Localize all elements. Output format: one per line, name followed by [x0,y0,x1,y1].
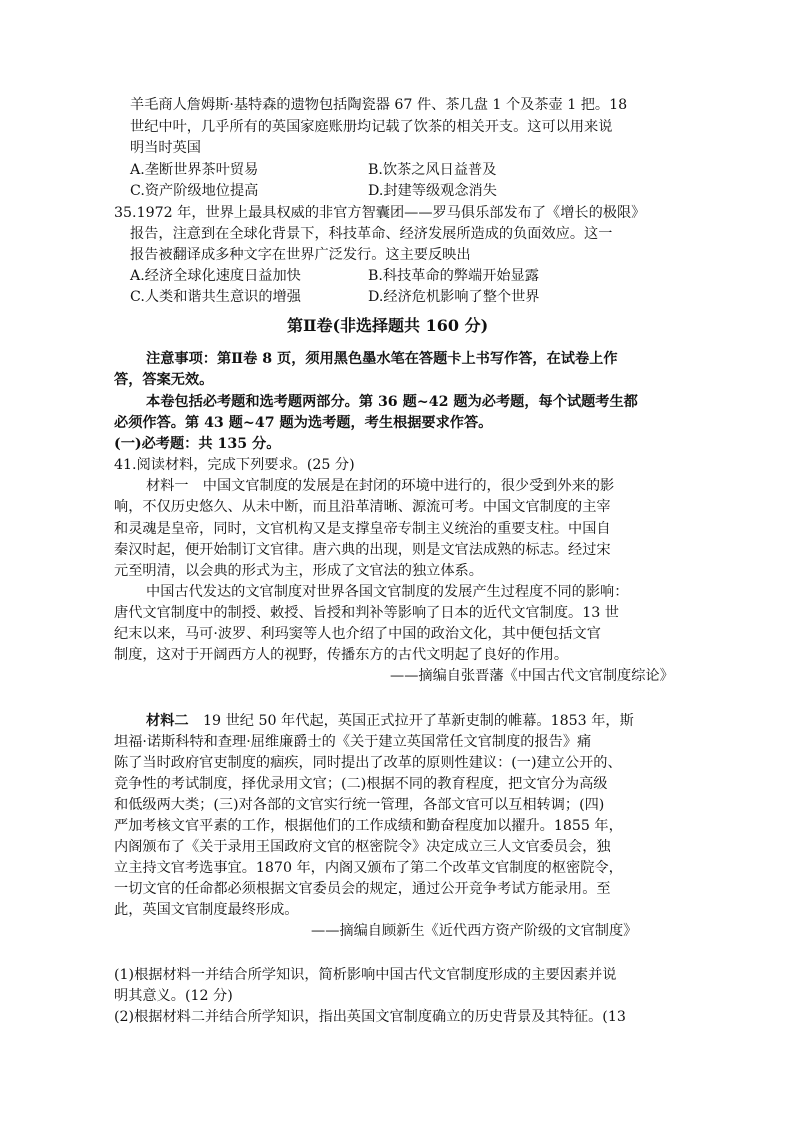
material2-line: 坦福·诺斯科特和查理·屈维廉爵士的《关于建立英国常任文官制度的报告》痛 [114,734,592,750]
material2-line: 陈了当时政府官吏制度的痼疾，同时提出了改革的原则性建议：(一)建立公开的、 [114,755,622,771]
q35-option-d: D.经济危机影响了整个世界 [368,289,540,305]
subquestion-1: 明其意义。(12 分) [114,988,233,1004]
q34-stem-line: 世纪中叶，几乎所有的英国家庭账册均记载了饮茶的相关开支。这可以用来说 [130,119,613,135]
q35-option-b: B.科技革命的弊端开始显露 [368,268,539,284]
scope-line: 本卷包括必考题和选考题两部分。第 36 题~42 题为必考题，每个试题考生都 [146,394,638,410]
section-heading: (一)必考题：共 135 分。 [114,436,281,452]
material2-line: 内阁颁布了《关于录用王国政府文官的枢密院令》决定成立三人文官委员会，独 [114,839,611,855]
material1-line: 唐代文官制度中的制授、敕授、旨授和判补等影响了日本的近代文官制度。13 世 [114,605,619,621]
q34-stem-line: 羊毛商人詹姆斯·基特森的遗物包括陶瓷器 67 件、茶几盘 1 个及茶壶 1 把。18 [130,97,628,113]
material2-source: ——摘编自顾新生《近代西方资产阶级的文官制度》 [311,923,638,939]
material2-line: 一切文官的任命都必须根据文官委员会的规定，通过公开竞争考试方能录用。至 [114,881,611,897]
material1-line: 制度，这对于开阔西方人的视野，传播东方的古代文明起了良好的作用。 [114,647,569,663]
notice-line: 答，答案无效。 [114,372,214,388]
q34-option-a: A.垄断世界茶叶贸易 [130,162,259,178]
scope-line: 必须作答。第 43 题~47 题为选考题，考生根据要求作答。 [114,415,493,431]
subquestion-2: (2)根据材料二并结合所学知识，指出英国文官制度确立的历史背景及其特征。(13 [114,1009,626,1025]
material1-line: 响，不仅历史悠久、从未中断，而且沿革清晰、源流可考。中国文官制度的主宰 [114,499,611,515]
material1-line: 材料一 中国文官制度的发展是在封闭的环境中进行的，很少受到外来的影 [146,478,615,494]
q34-option-c: C.资产阶级地位提高 [130,183,259,199]
material2-line: 立主持文官考选事宜。1870 年，内阁又颁布了第二个改革文官制度的枢密院令， [114,860,623,876]
material2-line: 严加考核文官平素的工作，根据他们的工作成绩和勤奋程度加以擢升。1855 年， [114,818,623,834]
q35-stem-line: 35.1972 年，世界上最具权威的非官方智囊团——罗马俱乐部发布了《增长的极限》 [114,205,646,221]
q41-stem: 41.阅读材料，完成下列要求。(25 分) [114,457,355,473]
notice-line: 注意事项：第Ⅱ卷 8 页，须用黑色墨水笔在答题卡上书写作答，在试卷上作 [146,351,618,367]
part2-title: 第Ⅱ卷(非选择题共 160 分) [287,316,489,335]
material2-line: 和低级两大类；(三)对各部的文官实行统一管理，各部文官可以互相转调；(四) [114,797,605,813]
material1-line: 元至明清，以会典的形式为主，形成了文官法的独立体系。 [114,563,483,579]
subquestion-1: (1)根据材料一并结合所学知识，简析影响中国古代文官制度形成的主要因素并说 [114,967,617,983]
q34-option-d: D.封建等级观念消失 [368,183,497,199]
material1-line: 秦汉时起，便开始制订文官律。唐六典的出现，则是文官法成熟的标志。经过宋 [114,542,611,558]
material2-label: 材料二 [146,713,189,729]
q34-stem-line: 明当时英国 [130,140,201,156]
material1-line: 纪末以来，马可·波罗、利玛窦等人也介绍了中国的政治文化，其中便包括文官 [114,626,601,642]
material1-line: 和灵魂是皇帝，同时，文官机构又是支撑皇帝专制主义统治的重要支柱。中国自 [114,521,611,537]
q35-option-c: C.人类和谐共生意识的增强 [130,289,301,305]
material1-line: 中国古代发达的文官制度对世界各国文官制度的发展产生过程度不同的影响： [146,584,629,600]
q35-option-a: A.经济全球化速度日益加快 [130,268,301,284]
material2-line: 19 世纪 50 年代起，英国正式拉开了革新吏制的帷幕。1853 年，斯 [203,713,634,729]
q34-option-b: B.饮茶之风日益普及 [368,162,497,178]
q35-stem-line: 报告，注意到在全球化背景下，科技革命、经济发展所造成的负面效应。这一 [130,226,613,242]
q35-stem-line: 报告被翻译成多种文字在世界广泛发行。这主要反映出 [130,247,471,263]
material2-line: 竞争性的考试制度，择优录用文官；(二)根据不同的教育程度，把文官分为高级 [114,776,608,792]
material1-source: ——摘编自张晋藩《中国古代文官制度综论》 [390,668,674,684]
material2-line: 此，英国文官制度最终形成。 [114,902,299,918]
